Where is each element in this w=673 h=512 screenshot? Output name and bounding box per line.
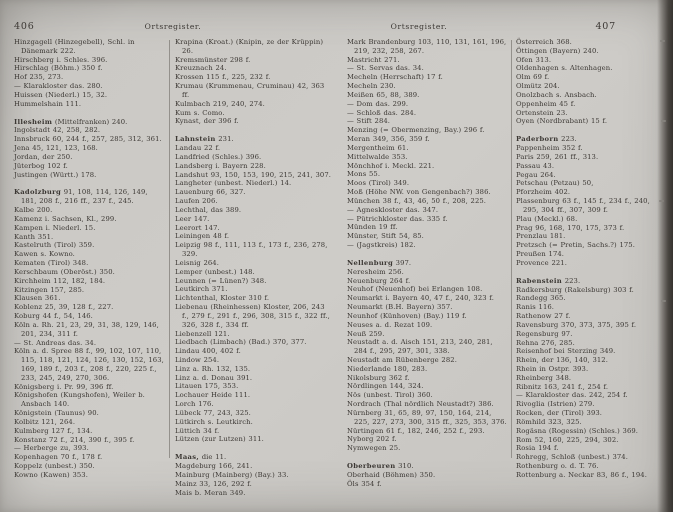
index-entry: Ravensburg 370, 373, 375, 395 f. [516,320,637,329]
index-entry: Hinzgagell (Hinzegebell), Schl. in Dänemark 222. [14,38,135,55]
index-entry: Oppenheim 45 f. [516,99,576,108]
spine-mark [660,40,665,42]
column-divider-rule [169,40,170,458]
index-entry: Nürtingen 61 f., 182, 246, 252 f., 293. [347,426,485,435]
index-entry: Leutkirch 371. [175,285,228,294]
index-entry: Lemper (unbest.) 148. [175,267,255,276]
index-entry: Regensburg 97. [516,329,573,338]
index-entry: Kematen (Tirol) 348. [14,259,89,268]
index-entry: Mark Brandenburg 103, 110, 131, 161, 196, 219, 232, 258, 267. [347,38,507,55]
spine-mark [661,120,666,122]
index-entry: Lochauer Heide 111. [175,391,251,400]
index-entry: Plassenburg 63 f., 145 f., 234 f., 240, 295, 304 ff., 307, 309 f. [516,197,650,214]
index-entry: — Klarakloster das. 280. [14,82,103,91]
index-entry: Jordan, der 250. [14,152,73,161]
index-entry: Niederlande 180, 283. [347,364,428,373]
index-entry: Königshofen (Kungshofen), Weiler b. Ansbach 140. [14,391,145,409]
index-entry: Pegau 264. [516,170,556,179]
index-entry: Moß (Höhe NW. von Gengenbach?) 386. [347,188,491,197]
index-entry: Rivoglia (Istrien) 279. [516,400,595,409]
index-column-407-right [516,38,664,480]
index-entry: — St. Servas das. 34. [347,64,424,73]
index-entry: Neustadt a. d. Aisch 151, 213, 240, 281, 284 f., 295, 297, 301, 338. [347,338,493,356]
index-entry: Kanth 351. [14,232,54,241]
index-column-406-right [175,38,332,497]
index-entry: Ranis 116. [516,303,555,312]
index-entry: Mittelwalde 353. [347,152,408,161]
index-entry: Öls 354 f. [347,479,382,488]
index-entry: Lechthal, das 389. [175,205,242,214]
index-entry: Hirschlag (Böhm.) 350 f. [14,64,103,73]
index-entry: Kowno (Kawen) 353. [14,470,88,479]
section-lead-word: Illesheim [14,117,53,126]
section-lead-word: Maas, [175,453,200,462]
index-entry: Liebenau (Rheinhessen) Kloster, 206, 243 f., 279 f., 291 f., 296, 308, 315 f., 322 ff., 326, 328 f., 334 ff. [175,303,330,329]
index-entry: Kampen i. Niederl. 15. [14,223,96,232]
index-entry: Kolbitz 121, 264. [14,417,76,426]
section-lead-word: Oberbeuren [347,462,396,471]
index-entry: Liebenzell 121. [175,329,230,338]
index-entry: Leisnig 264. [175,258,219,267]
index-entry: Meißen 65, 88, 389. [347,90,420,99]
index-entry: Landfried (Schles.) 396. [175,152,262,161]
index-entry: Provence 221. [516,258,567,267]
index-entry: Neuhof (Neuenhof) bei Erlangen 108. [347,285,483,294]
index-entry: Römhild 323, 325. [516,417,582,426]
index-entry: Leerort 147. [175,223,220,232]
index-entry: Litauen 175, 353. [175,382,239,391]
index-entry: Rogäsna (Rogessin) (Schles.) 369. [516,426,639,435]
index-entry: — (Jagstkreis) 182. [347,241,416,250]
index-entry: Menzing (= Obermenzing, Bay.) 296 f. [347,126,485,135]
index-entry: Österreich 368. [516,38,572,46]
index-entry: Landshut 93, 150, 153, 190, 215, 241, 307. [175,170,332,179]
index-entry: Mönchhof i. Meckl. 221. [347,161,435,170]
index-column-407-left [347,38,507,489]
index-entry: Klausen 361. [14,294,61,303]
index-entry: — Klarakloster das. 242, 254 f. [516,391,628,400]
section-lead-word: Nellenburg [347,258,393,267]
index-entry: Mecheln 230. [347,82,396,91]
index-entry: Rocken, der (Tirol) 393. [516,409,603,418]
index-entry: Nellenburg 397. [347,258,412,267]
index-entry: — Schloß das. 284. [347,108,417,117]
index-entry: Ribnitz 163, 241 f., 254 f. [516,382,609,391]
index-entry: Linz a. d. Donau 391. [175,373,253,382]
index-entry: — Agneskloster das. 347. [347,205,439,214]
index-entry: Rosia 194 f. [516,444,559,453]
index-entry: Hirschberg i. Schles. 396. [14,55,108,64]
index-entry: Rottenburg a. Neckar 83, 86 f., 194. [516,470,647,479]
index-entry: Jena 45, 121, 123, 168. [14,144,98,153]
index-entry: Nymwegen 25. [347,444,401,453]
index-entry: Ortenstein 23. [516,108,568,117]
index-entry: Preußen 174. [516,250,565,259]
page-number-right: 407 [595,21,616,32]
page-number-left: 406 [14,21,35,32]
index-entry: Kreuznach 24. [175,64,227,73]
index-entry: Rabenstein 223. [516,276,581,285]
index-entry: Hof 235, 273. [14,73,64,82]
index-entry: Rehna 276, 285. [516,338,575,347]
book-spine-shadow [657,0,673,512]
index-entry: Neuenburg 264 f. [347,276,411,285]
index-entry: Kalbe 200. [14,206,53,215]
index-entry: — Herberge zu, 393. [14,444,89,453]
index-entry: Lorch 176. [175,400,214,409]
index-entry: Neumarkt i. Bayern 40, 47 f., 240, 323 f. [347,294,494,303]
index-entry: Prenzlau 181. [516,232,566,241]
spine-mark [659,200,664,202]
index-entry: Leunnen (= Lünen?) 348. [175,276,267,285]
index-entry: Lindau 400, 402 f. [175,347,241,356]
index-entry: Rathenow 27 f. [516,312,571,321]
spine-mark [661,300,666,302]
index-entry: Kirchheim 112, 182, 184. [14,276,106,285]
index-entry: Oyen (Nordbrabant) 15 f. [516,117,608,126]
index-entry: Kadolzburg 91, 108, 114, 126, 149, 181, 208 f., 216 ff., 237 f., 245. [14,188,148,206]
index-entry: Rom 52, 160, 225, 294, 302. [516,435,619,444]
index-entry: Radkersburg (Rakelsburg) 303 f. [516,285,634,294]
index-entry: Onolzbach s. Ansbach. [516,90,597,99]
index-entry: Randegg 365. [516,294,566,303]
index-entry: Koburg 44 f., 54, 146. [14,312,93,321]
index-entry: Ingolstadt 42, 258, 282. [14,126,101,135]
column-divider-rule [511,40,512,458]
index-entry: Oberbeuren 310. [347,462,414,471]
index-entry: Mons 55. [347,170,381,179]
index-entry: Maas, die 11. [175,453,227,462]
index-entry: Leer 147. [175,214,210,223]
index-column-406-left [14,38,165,480]
index-entry: Liedbach (Limbach) (Bad.) 370, 377. [175,338,307,347]
section-lead-word: Kadolzburg [14,188,62,197]
index-entry: Koppelz (unbest.) 350. [14,462,95,471]
index-entry: Oberhaid (Böhmen) 350. [347,470,436,479]
index-entry: Petschau (Petzau) 50, [516,179,594,188]
index-entry: Reisenhof bei Sterzing 349. [516,347,616,356]
index-entry: Ofen 313. [516,55,552,64]
index-entry: Illesheim (Mittelfranken) 240. [14,117,128,126]
index-entry: Rothenburg o. d. T. 76. [516,462,599,471]
index-entry: Leipzig 98 f., 111, 113 f., 173 f., 236, 278, 329. [175,241,328,259]
index-entry: Neunhof (Künhoven) (Bay.) 119 f. [347,311,467,320]
index-entry: Rheinberg 348. [516,373,572,382]
index-entry: Lahnstein 231. [175,135,234,144]
index-entry: Meran 349, 356, 359 f. [347,135,430,144]
index-entry: Nikolsburg 362 f. [347,373,410,382]
index-entry: Kerschbaum (Oberöst.) 350. [14,267,115,276]
index-entry: Justingen (Württ.) 178. [14,170,97,179]
running-header-right: Ortsregister. [390,22,448,31]
index-entry: Pappenheim 352 f. [516,144,583,153]
index-entry: Paris 259, 261 ff., 313. [516,152,599,161]
index-entry: Krapina (Kroat.) (Knipin, ze der Krüppin) 26. [175,38,324,55]
index-entry: Pretzsch (= Pretin, Sachs.?) 175. [516,241,635,250]
index-entry: Lützen (zur Lutzen) 311. [175,435,264,444]
index-entry: Moos (Tirol) 349. [347,179,410,188]
index-entry: Köln a. Rh. 21, 23, 29, 31, 38, 129, 146, 201, 234, 311 f. [14,320,159,338]
index-entry: Königstein (Taunus) 90. [14,409,99,418]
index-entry: — Dom das. 299. [347,99,409,108]
index-entry: Münden 19 ff. [347,223,398,232]
index-entry: Nös (unbest. Tirol) 360. [347,391,433,400]
index-entry: Neuß 259. [347,329,385,338]
index-entry: Kitzingen 157, 285. [14,285,85,294]
index-entry: Nördlingen 144, 324. [347,382,424,391]
index-entry: Prag 96, 168, 170, 175, 373 f. [516,223,625,232]
index-entry: Rohregg, Schloß (unbest.) 374. [516,453,628,462]
index-entry: Laufen 206. [175,197,218,206]
index-entry: Nyborg 202 f. [347,435,397,444]
index-entry: Pforzheim 402. [516,188,571,197]
index-entry: Kum s. Como. [175,108,225,117]
index-entry: Landsberg i. Bayern 228. [175,161,266,170]
index-entry: Oldenhagen s. Altenhagen. [516,64,613,73]
index-entry: Mecheln (Herrschaft) 17 f. [347,73,443,82]
index-entry: Paderborn 223. [516,135,577,144]
index-entry: Kastelruth (Tirol) 359. [14,241,95,250]
index-entry: Mergentheim 61. [347,143,409,152]
index-entry: Landau 22 f. [175,144,221,153]
section-lead-word: Paderborn [516,135,559,144]
index-entry: Plau (Meckl.) 68. [516,214,578,223]
index-entry: Konstanz 72 f., 214, 390 f., 395 f. [14,435,135,444]
index-entry: Kulmberg 127 f., 134. [14,426,93,435]
section-lead-word: Rabenstein [516,276,563,285]
index-entry: Köln a. d. Spree 88 f., 99, 102, 107, 110, 115, 118, 121, 124, 126, 130, 152, 163, 169, 189 f., 203 f., 208 f., 220, 225 f., 233, 245, 249, 270, 306. [14,347,164,382]
index-entry: Kulmbach 219, 240, 274. [175,99,265,108]
index-entry: Rhein, der 136, 140, 312. [516,356,608,365]
index-entry: — St. Andreas das. 34. [14,338,97,347]
index-entry: Münster, Stift 54, 85. [347,232,424,241]
index-entry: Linz a. Rh. 132, 135. [175,364,251,373]
index-entry: — Stift 284. [347,117,391,126]
index-entry: Nordrach (Thal nördlich Neustadt?) 386. [347,400,494,409]
index-entry: Olmütz 204. [516,82,560,91]
index-entry: Königsberg i. Pr. 99, 396 ff. [14,382,114,391]
index-entry: Mastricht 271. [347,55,400,64]
index-entry: Kawen s. Kowno. [14,250,75,259]
index-entry: Lindow 254. [175,355,220,364]
index-entry: Magdeburg 166, 241. [175,462,253,471]
index-entry: Mainburg (Mainberg) (Bay.) 33. [175,470,289,479]
running-header-left: Ortsregister. [144,22,202,31]
index-entry: Lütkirch s. Leutkirch. [175,417,253,426]
index-entry: Mainz 33, 126, 292 f. [175,479,252,488]
index-entry: Lichtenthal, Kloster 310 f. [175,294,270,303]
index-entry: Krossen 115 f., 225, 232 f. [175,73,271,82]
index-entry: — Pütrichkloster das. 335 f. [347,214,448,223]
index-entry: Neuses a. d. Rezat 109. [347,320,433,329]
index-entry: Kamenz i. Sachsen, Kl., 299. [14,214,117,223]
index-entry: Lüttich 34 f. [175,426,220,435]
index-entry: Passau 43. [516,161,555,170]
index-entry: Kremsmünster 298 f. [175,55,251,64]
index-entry: Öttingen (Bayern) 240. [516,46,599,55]
index-entry: München 38 f., 43, 46, 50 f., 208, 225. [347,196,487,205]
index-entry: Neustadt am Rübenberge 282. [347,355,457,364]
index-entry: Innsbruck 60, 244 f., 257, 285, 312, 361. [14,135,162,144]
index-entry: Lauenburg 66, 327. [175,188,246,197]
index-entry: Lübeck 77, 243, 325. [175,408,251,417]
index-entry: Hummelshain 111. [14,99,82,108]
index-entry: Kynast, der 396 f. [175,117,239,126]
index-entry: Leiningen 48 f. [175,232,230,241]
index-entry: Huissen (Niederl.) 15, 32. [14,90,108,99]
index-entry: Nürnberg 31, 65, 89, 97, 150, 164, 214, 225, 227, 273, 300, 315 ff., 325, 353, 376. [347,408,507,426]
index-entry: Mais b. Meran 349. [175,488,246,497]
section-lead-word: Lahnstein [175,135,216,144]
index-entry: Kopenhagen 70 f., 178 f. [14,453,103,462]
index-entry: Koblenz 25, 39, 128 f., 227. [14,303,114,312]
index-entry: Olm 69 f. [516,73,550,82]
index-entry: Langheter (unbest. Niederl.) 14. [175,179,292,188]
index-entry: Rhein in Ostpr. 393. [516,364,589,373]
index-entry: Neresheim 256. [347,267,404,276]
index-entry: Jüterbog 102 f. [14,161,68,170]
index-entry: Krumau (Krummenau, Cruminau) 42, 363 ff. [175,82,325,99]
index-entry: Neumarkt (B.H. Bayern) 357. [347,303,453,312]
